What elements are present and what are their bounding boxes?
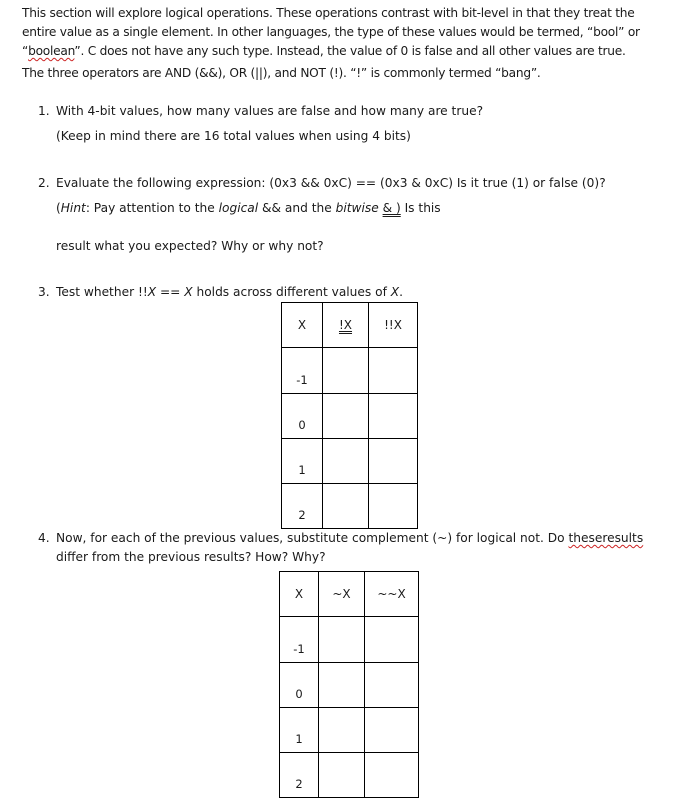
spellcheck-word: boolean: [28, 44, 75, 58]
q3-table: [281, 302, 418, 529]
intro-line-3: “boolean”. C does not have any such type. Instead, the value of 0 is false and all other values are true.: [22, 44, 626, 58]
q4-subtext: differ from the previous results? How? Why?: [56, 550, 326, 564]
q3-number: 3.: [38, 285, 50, 299]
q3-answer-cell[interactable]: [323, 484, 369, 529]
q2-number: 2.: [38, 176, 50, 190]
intro-line-4: The three operators are AND (&&), OR (||), and NOT (!). “!” is commonly termed “bang”.: [22, 66, 541, 80]
q3-x-cell: 1: [282, 439, 323, 484]
q3-answer-cell[interactable]: [369, 348, 418, 394]
q1-text: With 4-bit values, how many values are false and how many are true?: [56, 104, 484, 118]
q4-x-cell: -1: [280, 617, 319, 663]
q3-x-cell: 2: [282, 484, 323, 529]
q2-hint: (Hint: Pay attention to the logical && and the bitwise & ) Is this: [56, 201, 441, 215]
q3-header-not-x: !X: [323, 303, 369, 348]
q4-table: [279, 571, 419, 798]
q4-header-x: X: [280, 572, 319, 617]
q3-answer-cell[interactable]: [323, 348, 369, 394]
q3-x-cell: -1: [282, 348, 323, 394]
q1-number: 1.: [38, 104, 50, 118]
q3-answer-cell[interactable]: [369, 484, 418, 529]
q4-header-comp-x: ~X: [319, 572, 365, 617]
spellcheck-word: theseresults: [568, 531, 644, 545]
q3-answer-cell[interactable]: [323, 439, 369, 484]
q1-subtext: (Keep in mind there are 16 total values when using 4 bits): [56, 129, 411, 143]
q2-text: Evaluate the following expression: (0x3 && 0xC) == (0x3 & 0xC) Is it true (1) or false (0)?: [56, 176, 606, 190]
q4-header-comp-comp-x: ~~X: [365, 572, 419, 617]
q3-text: Test whether !!X == X holds across different values of X.: [56, 285, 403, 299]
q3-answer-cell[interactable]: [323, 394, 369, 439]
q4-x-cell: 2: [280, 753, 319, 798]
q4-answer-cell[interactable]: [365, 708, 419, 753]
q2-subtext: result what you expected? Why or why not?: [56, 239, 324, 253]
q3-header-not-not-x: !!X: [369, 303, 418, 348]
q4-answer-cell[interactable]: [365, 753, 419, 798]
q3-header-x: X: [282, 303, 323, 348]
q4-answer-cell[interactable]: [365, 617, 419, 663]
q4-answer-cell[interactable]: [319, 708, 365, 753]
q4-x-cell: 0: [280, 663, 319, 708]
q4-answer-cell[interactable]: [319, 663, 365, 708]
q4-answer-cell[interactable]: [365, 663, 419, 708]
intro-line-1: This section will explore logical operations. These operations contrast with bit-level in that they treat the: [22, 6, 635, 20]
intro-line-2: entire value as a single element. In other languages, the type of these values would be termed, “bool” or: [22, 25, 640, 39]
q4-x-cell: 1: [280, 708, 319, 753]
q4-answer-cell[interactable]: [319, 617, 365, 663]
q4-answer-cell[interactable]: [319, 753, 365, 798]
q3-x-cell: 0: [282, 394, 323, 439]
q3-answer-cell[interactable]: [369, 439, 418, 484]
q4-text: Now, for each of the previous values, substitute complement (~) for logical not. Do theseresults: [56, 531, 644, 545]
q4-number: 4.: [38, 531, 50, 545]
q3-answer-cell[interactable]: [369, 394, 418, 439]
